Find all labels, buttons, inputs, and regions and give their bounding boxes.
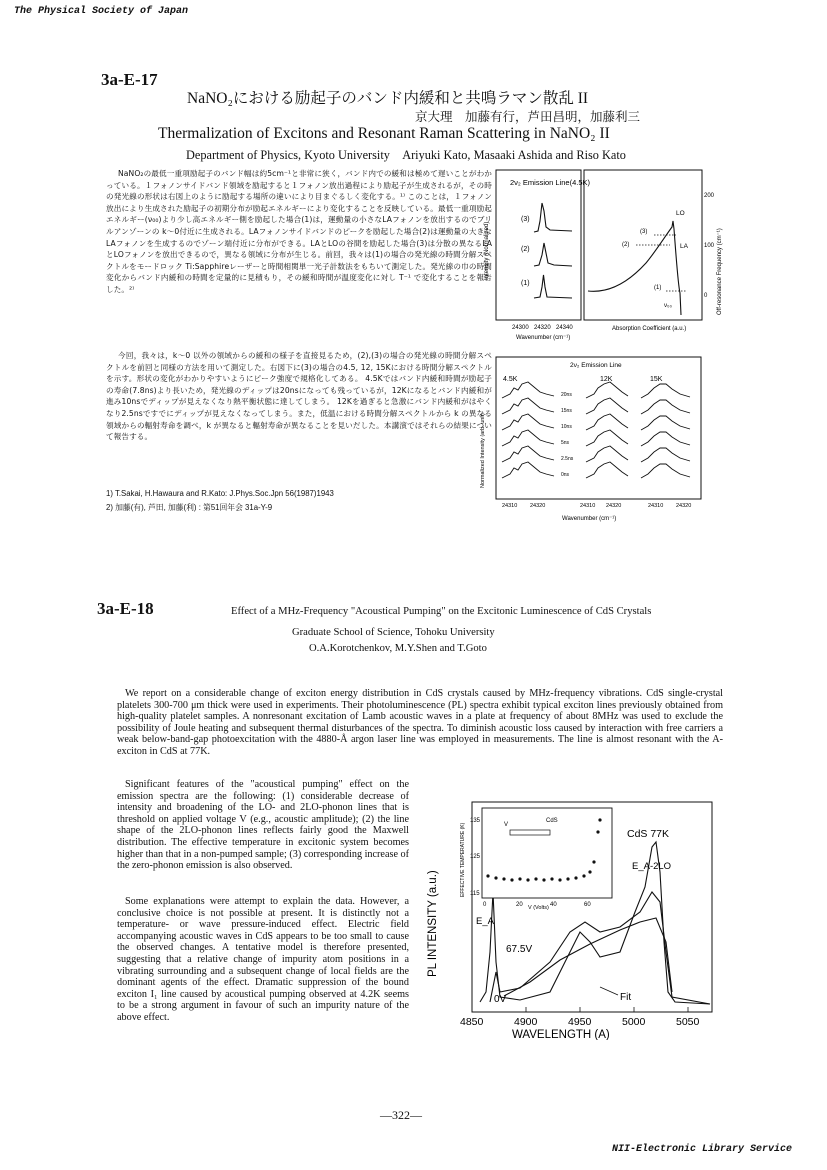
fig1a-label-2: (2) [622, 242, 630, 248]
fig2-inset-xtick-20: 20 [516, 902, 523, 908]
fig1a-curve-label-3: (3) [521, 216, 530, 223]
fig2-xtick-5000: 5000 [622, 1016, 646, 1028]
page-number: —322— [380, 1108, 422, 1122]
article1-figure-time-resolved [476, 354, 726, 526]
fig1b-time-5ns: 5ns [561, 440, 570, 446]
article1-reference-1: 1) T.Sakai, H.Hawaura and R.Kato: J.Phys.Soc.Jpn 56(1987)1943 [106, 489, 334, 498]
fig1b-time-15ns: 15ns [561, 408, 572, 414]
article1-authors-jp: 京大理 加藤有行，芦田昌明，加藤利三 [415, 110, 641, 124]
fig2-xlabel: WAVELENGTH (A) [512, 1029, 610, 1040]
fig2-inset-ytick-125: 125 [470, 854, 481, 860]
fig2-inset-ytick-115: 115 [470, 891, 480, 897]
fig1a-xtick-24320: 24320 [534, 325, 551, 331]
footer-service: NII-Electronic Library Service [612, 1144, 793, 1155]
fig2-fit-arrow [600, 987, 618, 995]
fig2-sample-label: CdS 77K [627, 828, 670, 840]
article2-paragraph-1: We report on a considerable change of exciton energy distribution in CdS crystals caused by MHz-frequency vibrations. CdS single-crystal platelets 300-700 μm thick were used in experiments. Their photoluminescence (PL) spectra exhibit typical exciton lines previously obtained from high-quality platelet samples. A nonresonant excitation of Lamb acoustic waves in a plate at frequency of about 8MHz was used to exclude the possibility of Joule heating and subsequent thermal disturbances of the spectra. To diminish acoustic loss caused by interaction with free carriers a weak below-band-gap photoexcitation with the 4880-Å argon laser line was employed in measurements. The line is almost resonant with the A-exciton in CdS at 77K. [117, 688, 723, 757]
fig2-xtick-5050: 5050 [676, 1016, 700, 1028]
fig2-label-fit: Fit [620, 992, 632, 1003]
fig1a-label-lo: LO [676, 210, 685, 217]
fig1a-xlabel-left: Wavenumber (cm⁻¹) [516, 335, 571, 341]
fig2-label-ea-2lo: E_A-2LO [632, 861, 672, 872]
fig1b-frame [496, 357, 701, 499]
fig1b-spectra [502, 382, 690, 478]
fig1a-label-3: (3) [640, 229, 648, 235]
fig1a-label-la: LA [680, 243, 688, 250]
fig2-inset-xtick-40: 40 [550, 902, 557, 908]
article1-title-en: Thermalization of Excitons and Resonant Raman Scattering in NaNO₂ II [158, 125, 610, 142]
article1-affiliation: Department of Physics, Kyoto University Ariyuki Kato, Masaaki Ashida and Riso Kato [186, 148, 626, 162]
fig1a-curve-label-2: (2) [521, 246, 530, 253]
fig1b-xlabel: Wavenumber (cm⁻¹) [562, 516, 617, 522]
fig1b-title: 2ν₂ Emission Line [570, 362, 622, 369]
fig1b-ylabel: Normalized Intensity (arb. unit) [480, 413, 486, 488]
fig1a-curve-label-1: (1) [521, 280, 530, 287]
article2-paragraph-2: Significant features of the "acoustical pumping" effect on the emission spectra are the following: (1) considerable decrease of intensity and broadening of the LO- and 2LO-phonon lines that is threshold on applied voltage V (e.g., acoustic amplitude); (2) the line shape of the 2LO-phonon lines reflects fairly good the Maxwell distribution. The effective temperature in excitonic system becomes higher than that in a non-pumped sample; (3) corresponding increase of the zero-phonon emission is also observed. [117, 779, 409, 872]
fig1a-label-1: (1) [654, 285, 662, 291]
fig2-label-0v: 0V [494, 994, 507, 1005]
article1-paragraph-1: NaNO₂の最低一重項励起子のバンド幅は約5cm⁻¹と非常に狭く，バンド内での緩和は極めて遅いことがわかっている。１フォノンサイドバンド領域を励起すると１フォノン放出過程により励起子が生成されるが，その時の発光線の形状は右図上のように励起する場所の違いにより目まぐるしく変化する。¹⁾ このことは，１フォノン放出により生成された励起子の初期分布が励起エネルギーにより変化することを反映している。最低一重項励起エネルギー(ν₀₀)より少し高エネルギー側を励起した場合(1)は，運動量の小さなLAフォノンを放出するのでブリルアンゾーンの k～0付近に生成される。LAフォノンサイドバンドのピークを励起した場合(2)は運動量の大きなLAフォノンを生成するのでゾーン端付近に分布ができる。LAとLOの谷間を励起した場合(3)は分散の異なるLAとLOフォノンを放出できるので，異なる領域に分布が生じる。前回，我々は(1)の場合の発光線の時間分解スペクトルをモードロック Ti:Sapphireレーザーと時間相関単一光子計数法をもちいて測定した。発光線の巾の時間変化からバンド内緩和の時間を定量的に見積もり，その緩和時間が温度変化に対し T⁻¹ で変化することを報告した。²⁾ [106, 169, 492, 294]
article2-title: Effect of a MHz-Frequency "Acoustical Pumping" on the Excitonic Luminescence of CdS Crystals [231, 606, 652, 617]
fig1a-curve-1 [534, 275, 572, 298]
fig1a-label-v00: ν₀₀ [664, 303, 672, 309]
fig1b-time-2.5ns: 2.5ns [561, 456, 574, 462]
fig1b-temp-15k: 15K [650, 376, 663, 383]
fig1b-time-0ns: 0ns [561, 472, 570, 478]
fig2-xtick-4850: 4850 [460, 1016, 484, 1028]
fig1a-xtick-24340: 24340 [556, 325, 573, 331]
fig1a-curve-3 [534, 203, 572, 232]
article1-paragraph-2: 今回，我々は，k～0 以外の領域からの緩和の様子を直接見るため，(2),(3)の場合の発光線の時間分解スペクトルを前回と同様の方法を用いて測定した。右図下に(3)の場合の4.5, 12, 15Kにおける時間分解スペクトルを示す。形状の変化がわかりやすいようにピーク強度で規格化してある。 4.5Kではバンド内緩和時間が励起子の寿命(7.8ns)より長いため，発光線のディップは20nsになっても残っているが，12Kになるとバンド内緩和が進み10nsでディップが見えなくなり熱平衡状態に達してしまう。 12Kを過ぎると急激にバンド内緩和がはやくなり2.5nsですでにディップが見えなくなってしまう。また，低温における時間分解スペクトルから k の異なる領域からの輻射寿命を調べ，k が異なると輻射寿命が異なることを見いだした。本講演ではそれらの結果について報告する。 [106, 351, 492, 442]
header-society: The Physical Society of Japan [14, 6, 189, 17]
fig2-inset-xlabel: V (Volts) [528, 905, 549, 911]
fig1a-ylabel-right: Off-resonance Frequency (cm⁻¹) [717, 228, 723, 315]
fig1b-xtick-2: 24320 [530, 503, 546, 509]
fig2-xtick-4950: 4950 [568, 1016, 592, 1028]
article2-authors: O.A.Korotchenkov, M.Y.Shen and T.Goto [309, 643, 487, 654]
article1-code: 3a-E-17 [101, 70, 158, 89]
fig2-inset-ytick-135: 135 [470, 818, 481, 824]
fig1b-xtick-6: 24320 [676, 503, 692, 509]
fig1a-rtick-100: 100 [704, 243, 715, 249]
fig1a-title: 2ν₂ Emission Line(4.5K) [510, 178, 591, 187]
fig2-curve-fit [504, 918, 672, 996]
fig1b-xtick-5: 24310 [648, 503, 664, 509]
fig2-inset-diagram-v: V [504, 822, 509, 828]
fig1b-xtick-3: 24310 [580, 503, 596, 509]
fig2-inset-xtick-0: 0 [483, 902, 487, 908]
fig1b-xtick-4: 24320 [606, 503, 622, 509]
fig2-label-67.5v: 67.5V [506, 944, 533, 955]
article1-reference-2: 2) 加藤(有), 芦田, 加藤(利) : 第51回年会 31a-Y-9 [106, 503, 273, 512]
fig1b-xtick-1: 24310 [502, 503, 518, 509]
fig1a-rtick-0: 0 [704, 293, 708, 299]
article2-figure-pl-spectrum [420, 792, 720, 1040]
fig2-inset-diagram-cds: CdS [546, 818, 558, 824]
article2-paragraph-3: Some explanations were attempt to explain the data. However, a conclusive choice is not possible at present. It is distinctly not a temperature- or wave pressure-induced effect. Electric field accompanying acoustic waves in CdS appears to be too small to cause the observed changes. A tentative model is therefore presented, suggesting that a relative change of impurity atom positions in a vibrating surrounding and a subsequent change of local fields are the dominant agents of the effect. Dramatic suppression of the bound exciton I₁ line caused by acoustical pumping observed at 4.2K seems to be a strong argument in favour of such an impurity nature of the above effect. [117, 896, 409, 1023]
fig2-xticks-marks [472, 1007, 688, 1012]
fig2-xtick-4900: 4900 [514, 1016, 538, 1028]
fig2-label-ea: E_A [476, 916, 494, 927]
fig1b-time-10ns: 10ns [561, 424, 572, 430]
article2-affiliation: Graduate School of Science, Tohoku University [292, 627, 495, 638]
fig2-inset [460, 808, 612, 911]
fig2-ylabel: PL INTENSITY (a.u.) [427, 870, 439, 977]
article1-title-jp: NaNO₂における励起子のバンド内緩和と共鳴ラマン散乱 II [187, 90, 589, 107]
fig1b-time-20ns: 20ns [561, 392, 572, 398]
fig1b-temp-12k: 12K [600, 376, 613, 383]
fig1a-ylabel-left: Intensity (Normalized) [484, 221, 490, 280]
fig2-inset-xtick-60: 60 [584, 902, 591, 908]
fig1a-rtick-200: 200 [704, 193, 715, 199]
fig1a-xtick-24300: 24300 [512, 325, 529, 331]
fig2-inset-ylabel: EFFECTIVE TEMPERATURE (K) [460, 822, 466, 897]
fig1a-curve-2 [534, 243, 572, 266]
fig1b-temp-4.5k: 4.5K [503, 376, 518, 383]
fig1a-xlabel-right: Absorption Coefficient (a.u.) [612, 326, 687, 332]
article1-figure-emission [476, 165, 726, 350]
article2-code: 3a-E-18 [97, 599, 154, 618]
